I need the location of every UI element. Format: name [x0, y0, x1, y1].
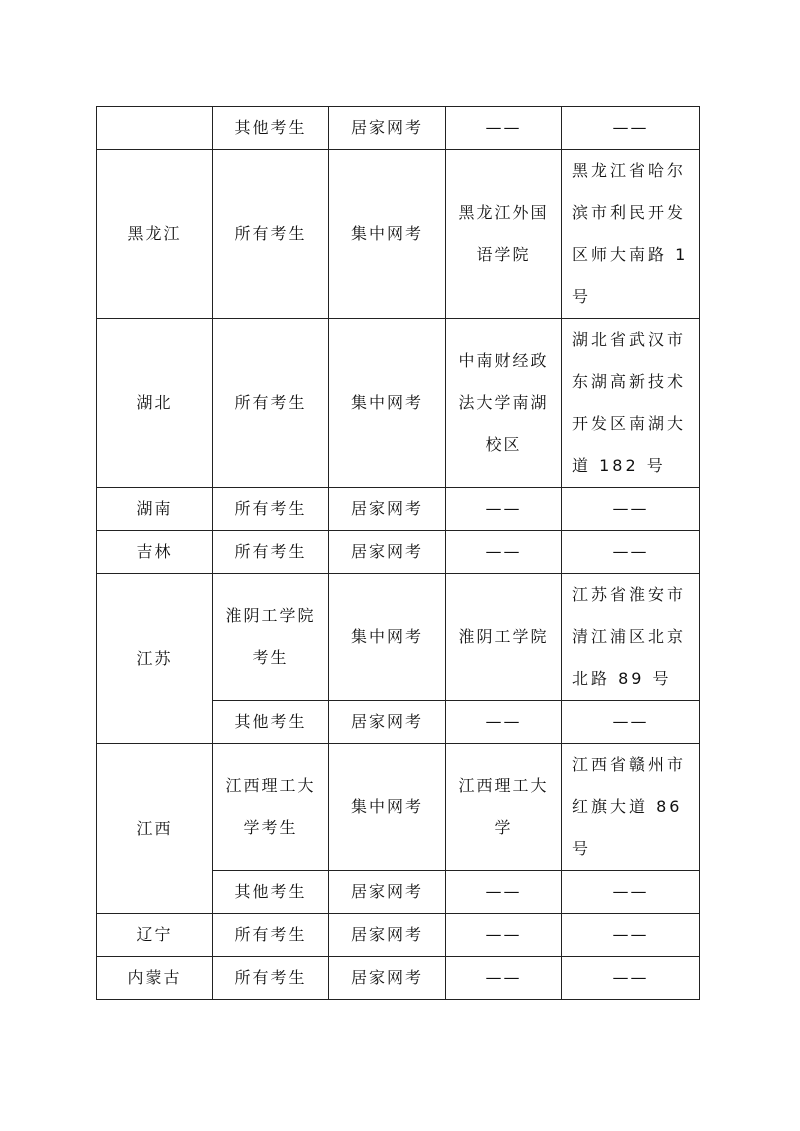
exam-mode-cell: 集中网考	[329, 744, 446, 871]
address-cell: ——	[562, 531, 700, 574]
table-row	[97, 574, 700, 701]
exam-arrangement-table	[96, 106, 700, 1000]
exam-mode-cell: 居家网考	[329, 488, 446, 531]
address-cell: 江苏省淮安市 清江浦区北京 北路 89 号	[562, 574, 700, 701]
table-row	[97, 150, 700, 319]
address-cell: ——	[562, 957, 700, 1000]
exam-mode-cell: 集中网考	[329, 574, 446, 701]
address-cell: ——	[562, 914, 700, 957]
address-cell: ——	[562, 701, 700, 744]
candidate-cell: 其他考生	[213, 701, 329, 744]
exam-site-cell: ——	[446, 701, 562, 744]
address-cell: ——	[562, 488, 700, 531]
exam-mode-cell: 居家网考	[329, 957, 446, 1000]
candidate-cell: 所有考生	[213, 319, 329, 488]
province-cell: 江苏	[97, 574, 213, 744]
address-cell: 黑龙江省哈尔 滨市利民开发 区师大南路 1 号	[562, 150, 700, 319]
exam-site-cell: ——	[446, 871, 562, 914]
exam-site-cell: 中南财经政 法大学南湖 校区	[446, 319, 562, 488]
exam-site-cell: 淮阴工学院	[446, 574, 562, 701]
table-row	[97, 531, 700, 574]
exam-site-cell: ——	[446, 107, 562, 150]
address-cell: ——	[562, 107, 700, 150]
address-cell: ——	[562, 871, 700, 914]
candidate-cell: 所有考生	[213, 957, 329, 1000]
table-row	[97, 957, 700, 1000]
province-cell: 湖南	[97, 488, 213, 531]
table-row	[97, 744, 700, 871]
candidate-cell: 所有考生	[213, 488, 329, 531]
exam-site-cell: ——	[446, 957, 562, 1000]
address-cell: 湖北省武汉市 东湖高新技术 开发区南湖大 道 182 号	[562, 319, 700, 488]
province-cell: 吉林	[97, 531, 213, 574]
candidate-cell: 所有考生	[213, 531, 329, 574]
exam-site-cell: 江西理工大 学	[446, 744, 562, 871]
exam-site-cell: ——	[446, 531, 562, 574]
exam-mode-cell: 居家网考	[329, 107, 446, 150]
province-cell: 辽宁	[97, 914, 213, 957]
candidate-cell: 所有考生	[213, 150, 329, 319]
province-cell: 江西	[97, 744, 213, 914]
exam-mode-cell: 居家网考	[329, 914, 446, 957]
exam-site-cell: 黑龙江外国 语学院	[446, 150, 562, 319]
candidate-cell: 所有考生	[213, 914, 329, 957]
province-cell: 黑龙江	[97, 150, 213, 319]
candidate-cell: 其他考生	[213, 107, 329, 150]
exam-site-cell: ——	[446, 488, 562, 531]
candidate-cell: 其他考生	[213, 871, 329, 914]
candidate-cell: 江西理工大 学考生	[213, 744, 329, 871]
province-cell: 湖北	[97, 319, 213, 488]
province-cell	[97, 107, 213, 150]
exam-site-cell: ——	[446, 914, 562, 957]
table-row	[97, 914, 700, 957]
table-row	[97, 488, 700, 531]
exam-mode-cell: 居家网考	[329, 701, 446, 744]
table-row	[97, 107, 700, 150]
exam-mode-cell: 集中网考	[329, 319, 446, 488]
province-cell: 内蒙古	[97, 957, 213, 1000]
table-row	[97, 319, 700, 488]
exam-mode-cell: 集中网考	[329, 150, 446, 319]
candidate-cell: 淮阴工学院 考生	[213, 574, 329, 701]
address-cell: 江西省赣州市 红旗大道 86 号	[562, 744, 700, 871]
exam-mode-cell: 居家网考	[329, 531, 446, 574]
exam-mode-cell: 居家网考	[329, 871, 446, 914]
